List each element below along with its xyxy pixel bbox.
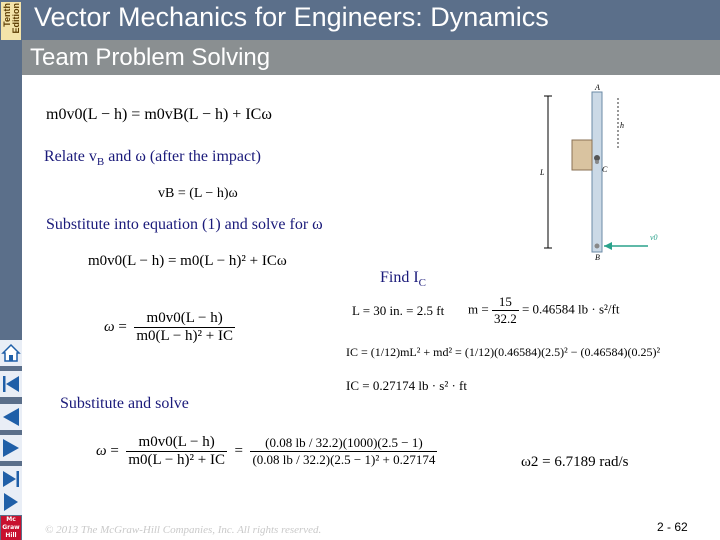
step-find-text: Find I xyxy=(380,269,419,286)
impact-point xyxy=(595,244,600,249)
mass-lhs: m = xyxy=(468,301,492,317)
solve-symbolic-denominator: m0(L − h)² + IC xyxy=(128,452,225,468)
velocity-arrow-head xyxy=(604,242,612,250)
mass-equation xyxy=(468,294,620,327)
rod xyxy=(592,92,602,252)
page-title: Vector Mechanics for Engineers: Dynamics xyxy=(34,2,549,32)
mcgraw-hill-logo: Mc Graw Hill xyxy=(2,516,20,539)
page-subtitle: Team Problem Solving xyxy=(30,44,271,71)
label-c: C xyxy=(602,165,608,174)
center-point xyxy=(595,160,599,164)
omega-denominator: m0(L − h)² + IC xyxy=(136,328,233,344)
solve-numeric-denominator: (0.08 lb / 32.2)(2.5 − 1)² + 0.27174 xyxy=(252,452,436,467)
step-substitute-solve: Substitute and solve xyxy=(60,395,189,412)
label-a: A xyxy=(595,83,600,92)
first-page-icon[interactable] xyxy=(0,371,22,397)
label-l: L xyxy=(540,168,545,177)
home-icon[interactable] xyxy=(0,340,22,366)
ic-expression: IC = (1/12)mL² + md² = (1/12)(0.46584)(2.5)² − (0.46584)(0.25)² xyxy=(346,345,661,359)
solve-numeric-numerator: (0.08 lb / 32.2)(1000)(2.5 − 1) xyxy=(250,435,437,452)
edition-line-2: Edition xyxy=(11,3,21,34)
label-v0: v0 xyxy=(650,233,658,242)
vb-equation-text: vB = (L − h)ω xyxy=(158,186,238,201)
given-length: L = 30 in. = 2.5 ft xyxy=(352,303,445,318)
substituted-equation-text: m0v0(L − h) = m0(L − h)² + ICω xyxy=(88,253,287,269)
step-relate-tail: and ω (after the impact) xyxy=(104,148,261,165)
pin-support xyxy=(572,140,592,170)
solve-fraction-1 xyxy=(126,434,227,469)
edition-badge xyxy=(1,2,21,40)
rod-figure xyxy=(540,80,680,270)
label-b: B xyxy=(595,253,600,262)
solve-fraction-2 xyxy=(250,435,437,468)
solve-omega-lhs: ω = xyxy=(96,442,123,459)
exit-icon[interactable] xyxy=(0,489,22,515)
step-relate-sub: B xyxy=(96,156,105,169)
substituted-equation xyxy=(88,253,287,270)
vb-equation xyxy=(158,186,238,202)
omega-expression xyxy=(104,310,235,345)
ic-value: IC = 0.27174 lb · s² · ft xyxy=(346,378,467,393)
mass-numerator: 15 xyxy=(492,294,519,311)
final-result: ω2 = 6.7189 rad/s xyxy=(521,454,629,470)
step-relate-text: Relate v xyxy=(44,148,97,165)
omega-fraction xyxy=(134,310,235,345)
page-number: 2 - 62 xyxy=(657,520,688,534)
mass-fraction xyxy=(492,294,519,327)
next-page-icon[interactable] xyxy=(0,435,22,461)
step-find-ic xyxy=(380,269,426,289)
step-substitute: Substitute into equation (1) and solve for ω xyxy=(46,216,323,233)
step-relate xyxy=(44,148,261,168)
omega-lhs: ω = xyxy=(104,318,131,335)
edition-line-1: Tenth xyxy=(2,3,12,27)
momentum-equation xyxy=(46,106,272,124)
mass-rhs: = 0.46584 lb · s²/ft xyxy=(521,301,620,317)
momentum-equation-text: m0v0(L − h) = m0vB(L − h) + ICω xyxy=(46,106,272,123)
solve-equals: = xyxy=(230,442,247,459)
solve-expression xyxy=(96,434,437,469)
omega-numerator: m0v0(L − h) xyxy=(134,310,235,328)
mass-denominator: 32.2 xyxy=(493,311,517,326)
copyright-notice: © 2013 The McGraw-Hill Companies, Inc. All rights reserved. xyxy=(45,524,322,536)
solve-symbolic-numerator: m0v0(L − h) xyxy=(126,434,227,452)
step-find-sub: C xyxy=(418,277,427,290)
label-h: h xyxy=(620,121,624,130)
previous-page-icon[interactable] xyxy=(0,404,22,430)
